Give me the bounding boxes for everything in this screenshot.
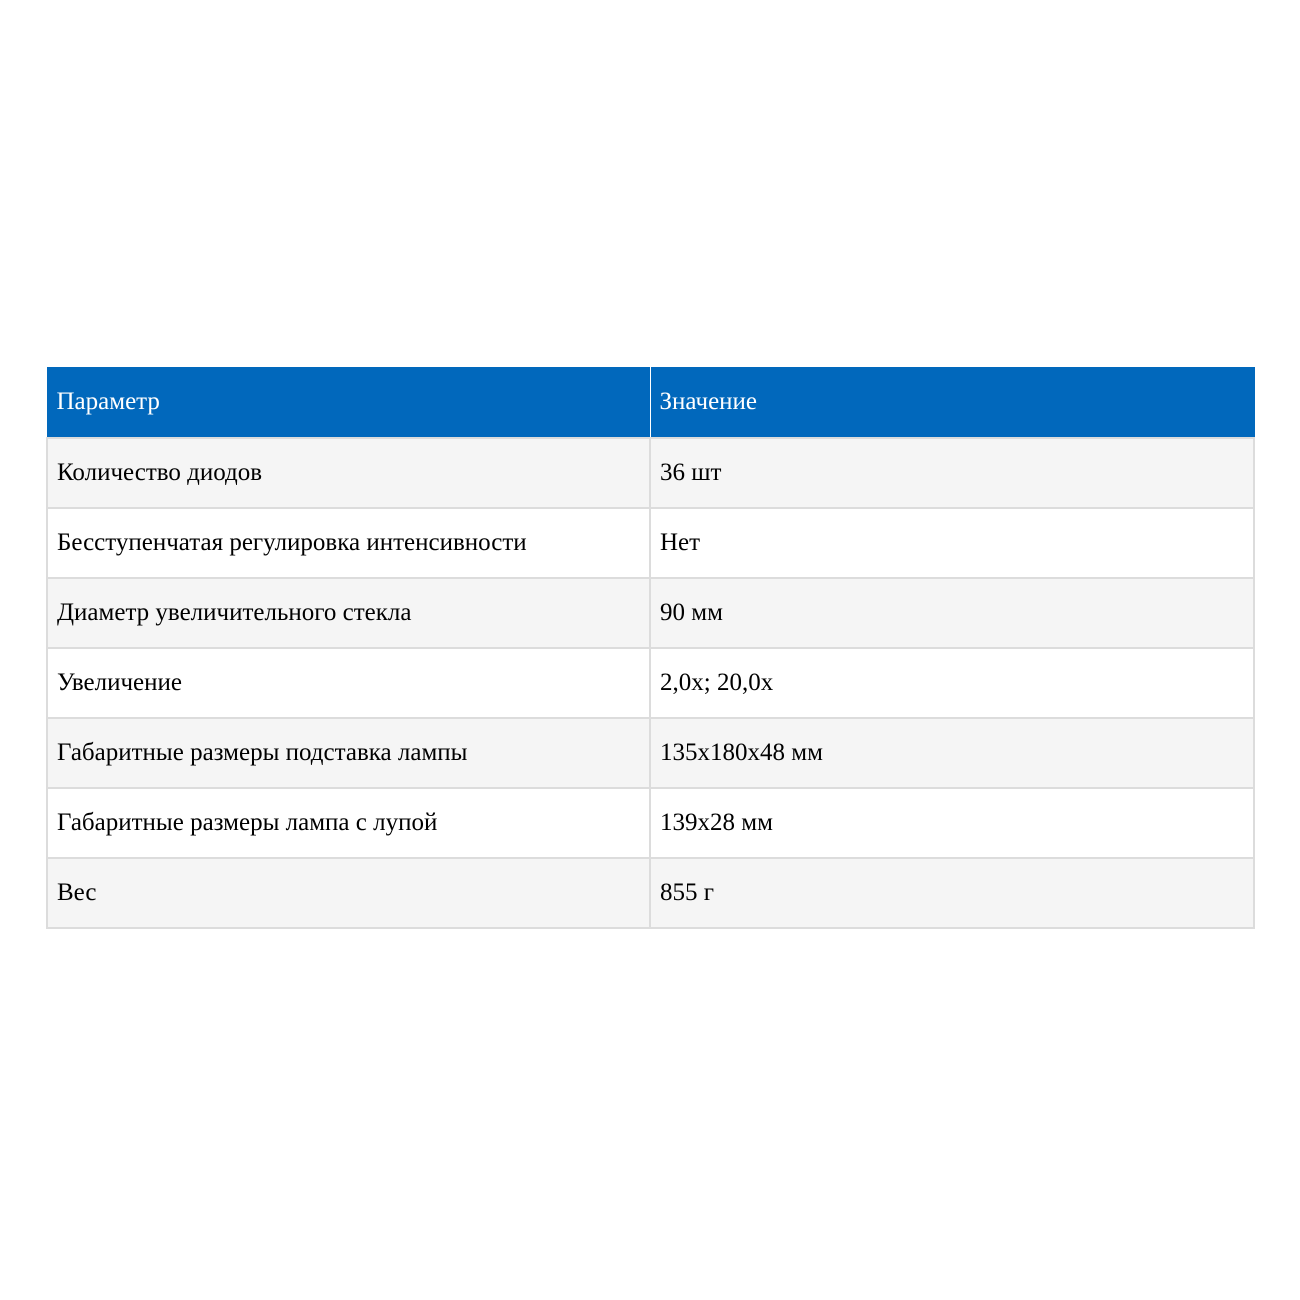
table-row — [47, 788, 1254, 858]
row-parameter: Габаритные размеры лампа с лупой — [47, 788, 650, 858]
row-parameter: Габаритные размеры подставка лампы — [47, 718, 650, 788]
row-parameter: Вес — [47, 858, 650, 928]
spec-table — [46, 367, 1255, 929]
row-value: 90 мм — [650, 578, 1254, 648]
table-body — [47, 438, 1254, 928]
row-value: 139х28 мм — [650, 788, 1254, 858]
row-value: 855 г — [650, 858, 1254, 928]
row-parameter: Бесступенчатая регулировка интенсивности — [47, 508, 650, 578]
row-value: 36 шт — [650, 438, 1254, 508]
table-row — [47, 438, 1254, 508]
table-row — [47, 508, 1254, 578]
row-value: 2,0х; 20,0х — [650, 648, 1254, 718]
table-header-row — [47, 368, 1254, 438]
row-parameter: Увеличение — [47, 648, 650, 718]
row-value: Нет — [650, 508, 1254, 578]
table-row — [47, 858, 1254, 928]
table-row — [47, 648, 1254, 718]
row-value: 135х180х48 мм — [650, 718, 1254, 788]
table-row — [47, 578, 1254, 648]
table-header — [47, 368, 1254, 438]
header-value: Значение — [650, 368, 1254, 438]
header-parameter: Параметр — [47, 368, 650, 438]
row-parameter: Диаметр увеличительного стекла — [47, 578, 650, 648]
row-parameter: Количество диодов — [47, 438, 650, 508]
table-row — [47, 718, 1254, 788]
